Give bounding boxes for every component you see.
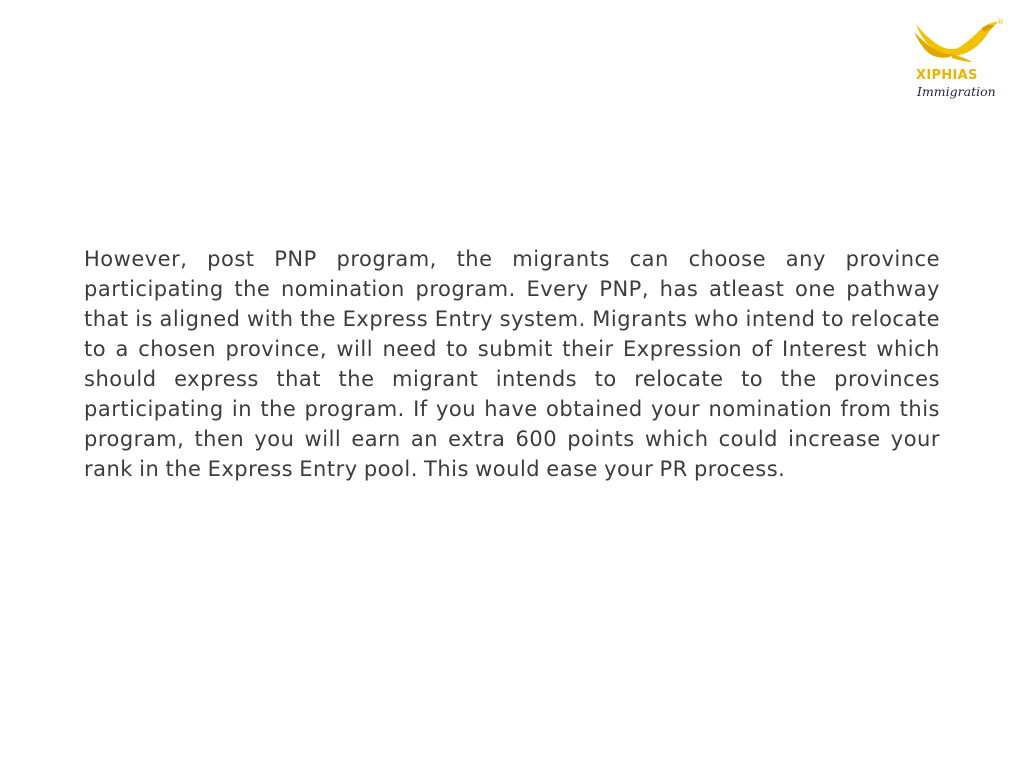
body-paragraph: However, post PNP program, the migrants can choose any province participating the nomination program. Every PNP, has atleast one pathway that is aligned with the Express Entry system. Migrants who intend to relocate to a chosen province, will need to submit their Expression of Interest which should express that the migrant intends to relocate to the provinces participating in the program. If you have obtained your nomination from this program, then you will earn an extra 600 points which could increase your rank in the Express Entry pool. This would ease your PR process. — [84, 247, 940, 481]
logo-subtitle: Immigration — [917, 84, 996, 99]
logo-brand-name: XIPHIAS — [916, 68, 978, 83]
company-logo — [912, 18, 1004, 102]
eagle-logo-icon — [912, 18, 1004, 68]
registered-mark: ® — [997, 18, 1004, 26]
